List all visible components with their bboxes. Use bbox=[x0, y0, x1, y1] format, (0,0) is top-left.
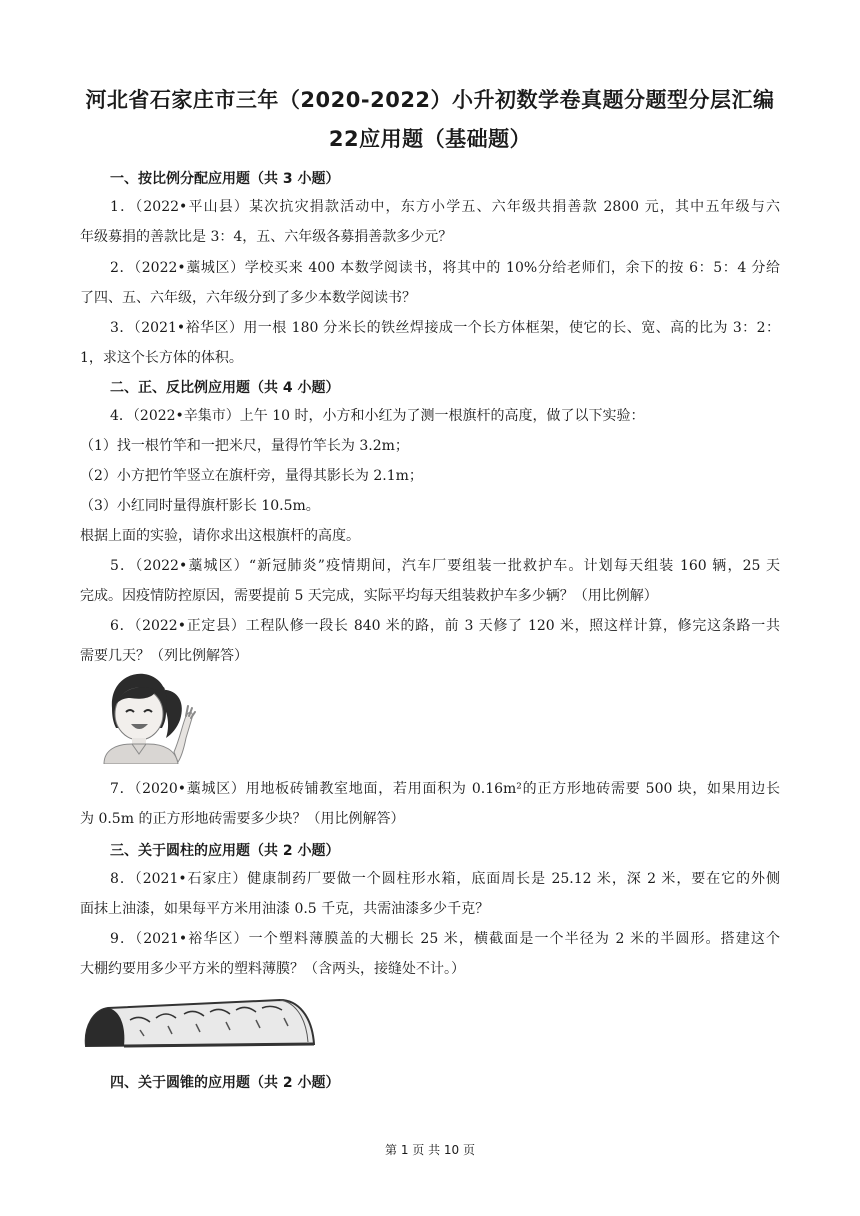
document-title: 河北省石家庄市三年（2020-2022）小升初数学卷真题分题型分层汇编 bbox=[85, 88, 775, 112]
question-7-line-2: 为 0.5m 的正方形地砖需要多少块？（用比例解答） bbox=[80, 811, 405, 827]
question-9-line-2: 大棚约要用多少平方米的塑料薄膜？（含两头，接缝处不计。） bbox=[80, 961, 465, 977]
question-2-line-2: 了四、五、六年级，六年级分到了多少本数学阅读书？ bbox=[80, 290, 416, 306]
question-3-line-2: 1，求这个长方体的体积。 bbox=[80, 350, 243, 366]
girl-illustration bbox=[82, 668, 198, 764]
question-6-line-2: 需要几天？（列比例解答） bbox=[80, 648, 248, 664]
question-2-line-1: 2．（2022•藁城区）学校买来 400 本数学阅读书，将其中的 10%分给老师们，余下的按 6：5：4 分给 bbox=[110, 260, 780, 276]
question-4-line-5: 根据上面的实验，请你求出这根旗杆的高度。 bbox=[80, 528, 360, 544]
section-heading-2: 二、正、反比例应用题（共 4 小题） bbox=[110, 380, 340, 396]
question-4-step-2: （2）小方把竹竿竖立在旗杆旁，量得其影长为 2.1m； bbox=[80, 468, 423, 484]
section-heading-3: 三、关于圆柱的应用题（共 2 小题） bbox=[110, 843, 340, 859]
question-5-line-1: 5．（2022•藁城区）“新冠肺炎”疫情期间，汽车厂要组装一批救护车。计划每天组装 160 辆，25 天 bbox=[110, 558, 780, 574]
question-4-step-3: （3）小红同时量得旗杆影长 10.5m。 bbox=[80, 498, 320, 514]
question-1-line-1: 1．（2022•平山县）某次抗灾捐款活动中，东方小学五、六年级共捐善款 2800 元，其中五年级与六 bbox=[110, 199, 780, 215]
document-subtitle: 22应用题（基础题） bbox=[328, 127, 532, 151]
section-heading-1: 一、按比例分配应用题（共 3 小题） bbox=[110, 171, 340, 187]
page-footer: 第 1 页 共 10 页 bbox=[385, 1143, 475, 1157]
question-4-step-1: （1）找一根竹竿和一把米尺，量得竹竿长为 3.2m； bbox=[80, 438, 409, 454]
question-6-line-1: 6．（2022•正定县）工程队修一段长 840 米的路，前 3 天修了 120 米，照这样计算，修完这条路一共 bbox=[110, 618, 780, 634]
question-1-line-2: 年级募捐的善款比是 3：4，五、六年级各募捐善款多少元？ bbox=[80, 229, 453, 245]
question-3-line-1: 3．（2021•裕华区）用一根 180 分米长的铁丝焊接成一个长方体框架，使它的长、宽、高的比为 3：2： bbox=[110, 320, 780, 336]
question-4-line-1: 4．（2022•辛集市）上午 10 时，小方和小红为了测一根旗杆的高度，做了以下实验： bbox=[110, 408, 645, 424]
question-8-line-2: 面抹上油漆，如果每平方米用油漆 0.5 千克，共需油漆多少千克？ bbox=[80, 901, 490, 917]
question-7-line-1: 7．（2020•藁城区）用地板砖铺教室地面，若用面积为 0.16m²的正方形地砖需要 500 块，如果用边长 bbox=[110, 781, 780, 797]
question-5-line-2: 完成。因疫情防控原因，需要提前 5 天完成，实际平均每天组装救护车多少辆？（用比例解） bbox=[80, 588, 658, 604]
question-8-line-1: 8．（2021•石家庄）健康制药厂要做一个圆柱形水箱，底面周长是 25.12 米，深 2 米，要在它的外侧 bbox=[110, 871, 780, 887]
section-heading-4: 四、关于圆锥的应用题（共 2 小题） bbox=[110, 1075, 340, 1091]
greenhouse-illustration bbox=[80, 996, 318, 1050]
question-9-line-1: 9．（2021•裕华区）一个塑料薄膜盖的大棚长 25 米，横截面是一个半径为 2 米的半圆形。搭建这个 bbox=[110, 931, 780, 947]
